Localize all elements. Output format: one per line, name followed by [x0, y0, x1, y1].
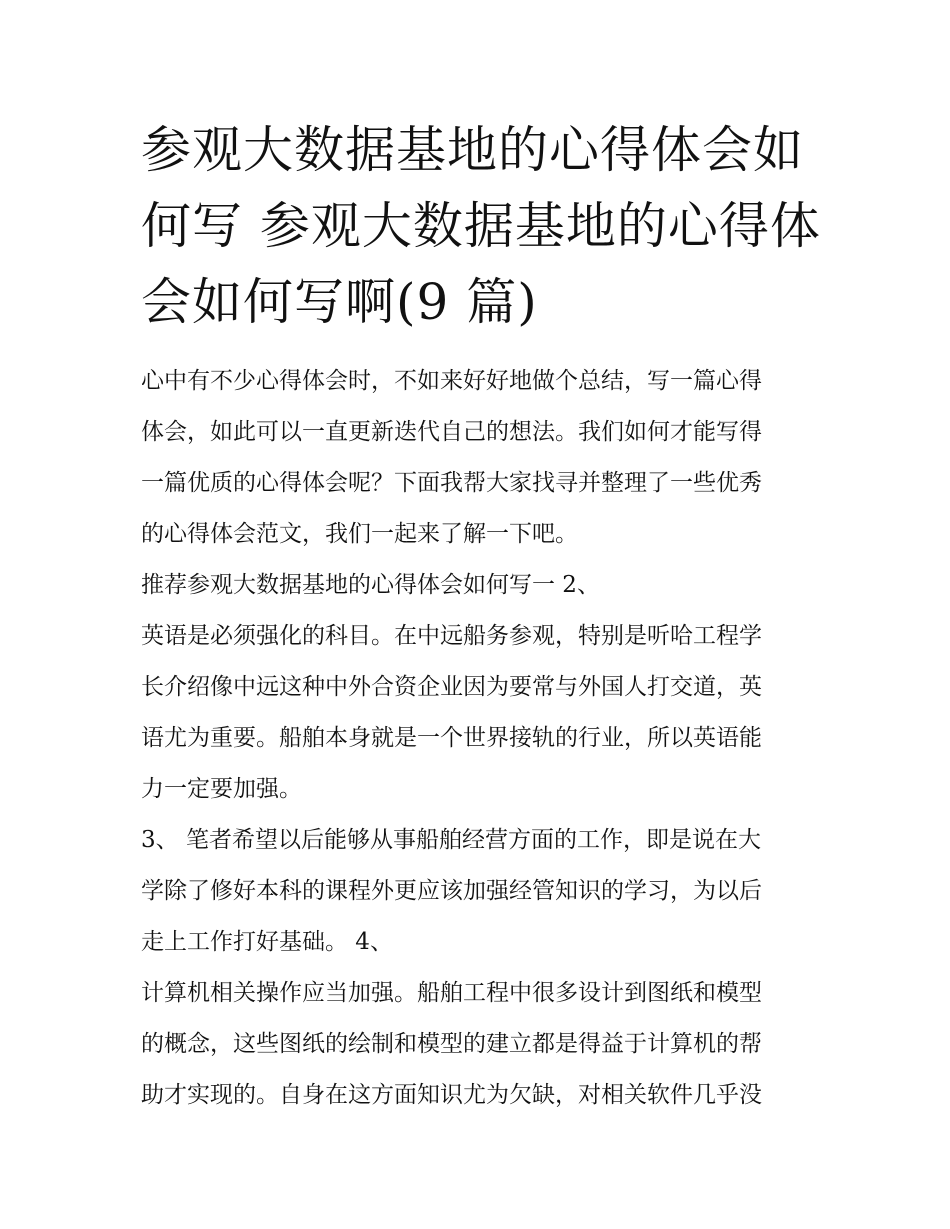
paragraph-line: 长介绍像中远这种中外合资企业因为要常与外国人打交道，英 — [141, 674, 762, 700]
title-line: 参观大数据基地的心得体会如 — [141, 121, 804, 179]
title-line: 会如何写啊(9 篇) — [141, 273, 538, 331]
paragraph-line: 的心得体会范文，我们一起来了解一下吧。 — [141, 521, 578, 547]
paragraph-line: 体会，如此可以一直更新迭代自己的想法。我们如何才能写得 — [141, 419, 762, 445]
section-heading-paragraph — [141, 560, 813, 611]
title-line: 何写 参观大数据基地的心得体 — [141, 197, 821, 255]
paragraph-line: 3、 笔者希望以后能够从事船舶经营方面的工作，即是说在大 — [141, 827, 761, 853]
paragraph-line: 学除了修好本科的课程外更应该加强经管知识的学习，为以后 — [141, 878, 762, 904]
document-title — [141, 112, 821, 340]
paragraph-line: 助才实现的。自身在这方面知识尤为欠缺，对相关软件几乎没 — [141, 1082, 762, 1108]
career-paragraph — [141, 815, 813, 968]
english-paragraph — [141, 611, 813, 815]
document-body — [141, 356, 813, 1121]
paragraph-line: 走上工作打好基础。 4、 — [141, 929, 393, 955]
computer-paragraph — [141, 968, 813, 1121]
document-content — [141, 112, 821, 1121]
paragraph-line: 一篇优质的心得体会呢？下面我帮大家找寻并整理了一些优秀 — [141, 470, 762, 496]
paragraph-line: 计算机相关操作应当加强。船舶工程中很多设计到图纸和模型 — [141, 980, 762, 1006]
paragraph-line: 语尤为重要。船舶本身就是一个世界接轨的行业，所以英语能 — [141, 725, 762, 751]
paragraph-line: 推荐参观大数据基地的心得体会如何写一 2、 — [141, 572, 600, 598]
paragraph-line: 的概念，这些图纸的绘制和模型的建立都是得益于计算机的帮 — [141, 1031, 762, 1057]
paragraph-line: 力一定要加强。 — [141, 776, 302, 802]
paragraph-line: 心中有不少心得体会时，不如来好好地做个总结，写一篇心得 — [141, 368, 762, 394]
paragraph-line: 英语是必须强化的科目。在中远船务参观，特别是听哈工程学 — [141, 623, 762, 649]
intro-paragraph — [141, 356, 813, 560]
